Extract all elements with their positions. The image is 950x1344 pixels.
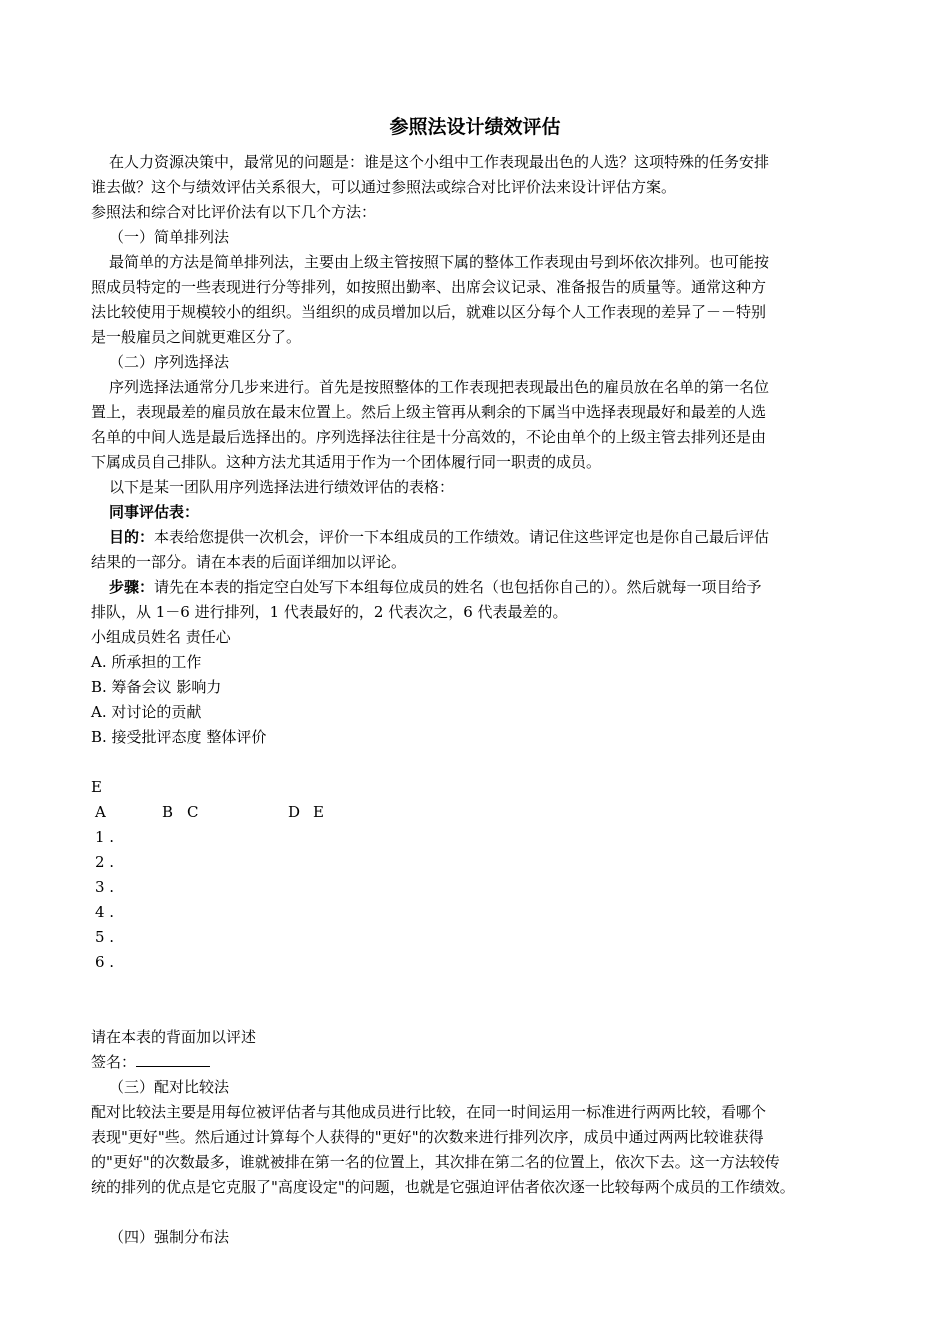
section3-line-2: 表现"更好"些。然后通过计算每个人获得的"更好"的次数来进行排列次序，成员中通过两两比较谁获得 <box>91 1128 764 1146</box>
section2-line-1: 序列选择法通常分几步来进行。首先是按照整体的工作表现把表现最出色的雇员放在名单的第一名位 <box>109 378 770 396</box>
form-purpose-text: 本表给您提供一次机会，评价一下本组成员的工作绩效。请记住这些评定也是你自己最后评估 <box>154 528 770 546</box>
section3-line-3: 的"更好"的次数最多，谁就被排在第一名的位置上，其次排在第二名的位置上，依次下去。这一方法较传 <box>91 1153 780 1171</box>
form-signature-label: 签名： <box>91 1053 137 1071</box>
form-column-a: A <box>95 803 106 821</box>
page-title: 参照法设计绩效评估 <box>389 116 561 138</box>
form-heading: 同事评估表： <box>109 503 200 521</box>
section1-line-4: 是一般雇员之间就更难区分了。 <box>91 328 302 346</box>
section2-line-4: 下属成员自己排队。这种方法尤其适用于作为一个团体履行同一职责的成员。 <box>91 453 602 471</box>
form-criteria-3: B. 筹备会议 影响力 <box>91 678 222 696</box>
section3-heading: （三）配对比较法 <box>109 1078 230 1096</box>
form-rank-row: 2 . <box>95 853 115 871</box>
section1-line-2: 照成员特定的一些表现进行分等排列，如按照出勤率、出席会议记录、准备报告的质量等。通常这种方 <box>91 278 767 296</box>
form-rank-row: 4 . <box>95 903 115 921</box>
section3-line-4: 统的排列的优点是它克服了"高度设定"的问题，也就是它强迫评估者依次逐一比较每两个成员的工作绩效。 <box>91 1178 795 1196</box>
section4-heading: （四）强制分布法 <box>109 1228 230 1246</box>
intro-line-1: 在人力资源决策中，最常见的问题是：谁是这个小组中工作表现最出色的人选？这项特殊的任务安排 <box>109 153 770 171</box>
form-steps-text: 请先在本表的指定空白处写下本组每位成员的姓名（也包括你自己的）。然后就每一项目给予 <box>154 578 762 596</box>
form-column-e: E <box>313 803 324 821</box>
form-purpose-label: 目的： <box>109 528 155 546</box>
form-criteria-4: A. 对讨论的贡献 <box>91 703 202 721</box>
form-purpose-line-1 <box>109 525 769 550</box>
form-rank-row: 3 . <box>95 878 115 896</box>
form-criteria-5: B. 接受批评态度 整体评价 <box>91 728 267 746</box>
intro-line-3: 参照法和综合对比评价法有以下几个方法： <box>91 203 377 221</box>
form-column-b: B <box>162 803 174 821</box>
section2-line-2: 置上，表现最差的雇员放在最末位置上。然后上级主管再从剩余的下属当中选择表现最好和最差的人选 <box>91 403 767 421</box>
form-criteria-1: 小组成员姓名 责任心 <box>91 628 231 646</box>
form-rank-row: 1 . <box>95 828 115 846</box>
section2-heading: （二）序列选择法 <box>109 353 230 371</box>
form-steps-line-2: 排队，从 1－6 进行排列，1 代表最好的，2 代表次之，6 代表最差的。 <box>91 603 568 621</box>
intro-line-2: 谁去做？这个与绩效评估关系很大，可以通过参照法或综合对比评价法来设计评估方案。 <box>91 178 677 196</box>
form-steps-label: 步骤： <box>109 578 155 596</box>
form-signature <box>91 1050 210 1075</box>
section2-line-3: 名单的中间人选是最后选择出的。序列选择法往往是十分高效的，不论由单个的上级主管去排列还是由 <box>91 428 767 446</box>
form-comment-note: 请在本表的背面加以评述 <box>91 1028 257 1046</box>
section1-line-1: 最简单的方法是简单排列法，主要由上级主管按照下属的整体工作表现由号到坏依次排列。也可能按 <box>109 253 770 271</box>
form-purpose-line-2: 结果的一部分。请在本表的后面详细加以评论。 <box>91 553 407 571</box>
form-rank-row: 5 . <box>95 928 115 946</box>
section1-heading: （一）简单排列法 <box>109 228 230 246</box>
form-steps-line-1 <box>109 575 762 600</box>
section1-line-3: 法比较使用于规模较小的组织。当组织的成员增加以后，就难以区分每个人工作表现的差异了－－特别 <box>91 303 767 321</box>
section2-table-intro: 以下是某一团队用序列选择法进行绩效评估的表格： <box>109 478 455 496</box>
form-col-e-label: E <box>91 778 102 796</box>
form-column-d: D <box>288 803 301 821</box>
form-column-c: C <box>187 803 199 821</box>
section3-line-1: 配对比较法主要是用每位被评估者与其他成员进行比较，在同一时间运用一标准进行两两比较，看哪个 <box>91 1103 767 1121</box>
signature-blank <box>136 1052 210 1067</box>
form-rank-row: 6 . <box>95 953 115 971</box>
form-criteria-2: A. 所承担的工作 <box>91 653 202 671</box>
